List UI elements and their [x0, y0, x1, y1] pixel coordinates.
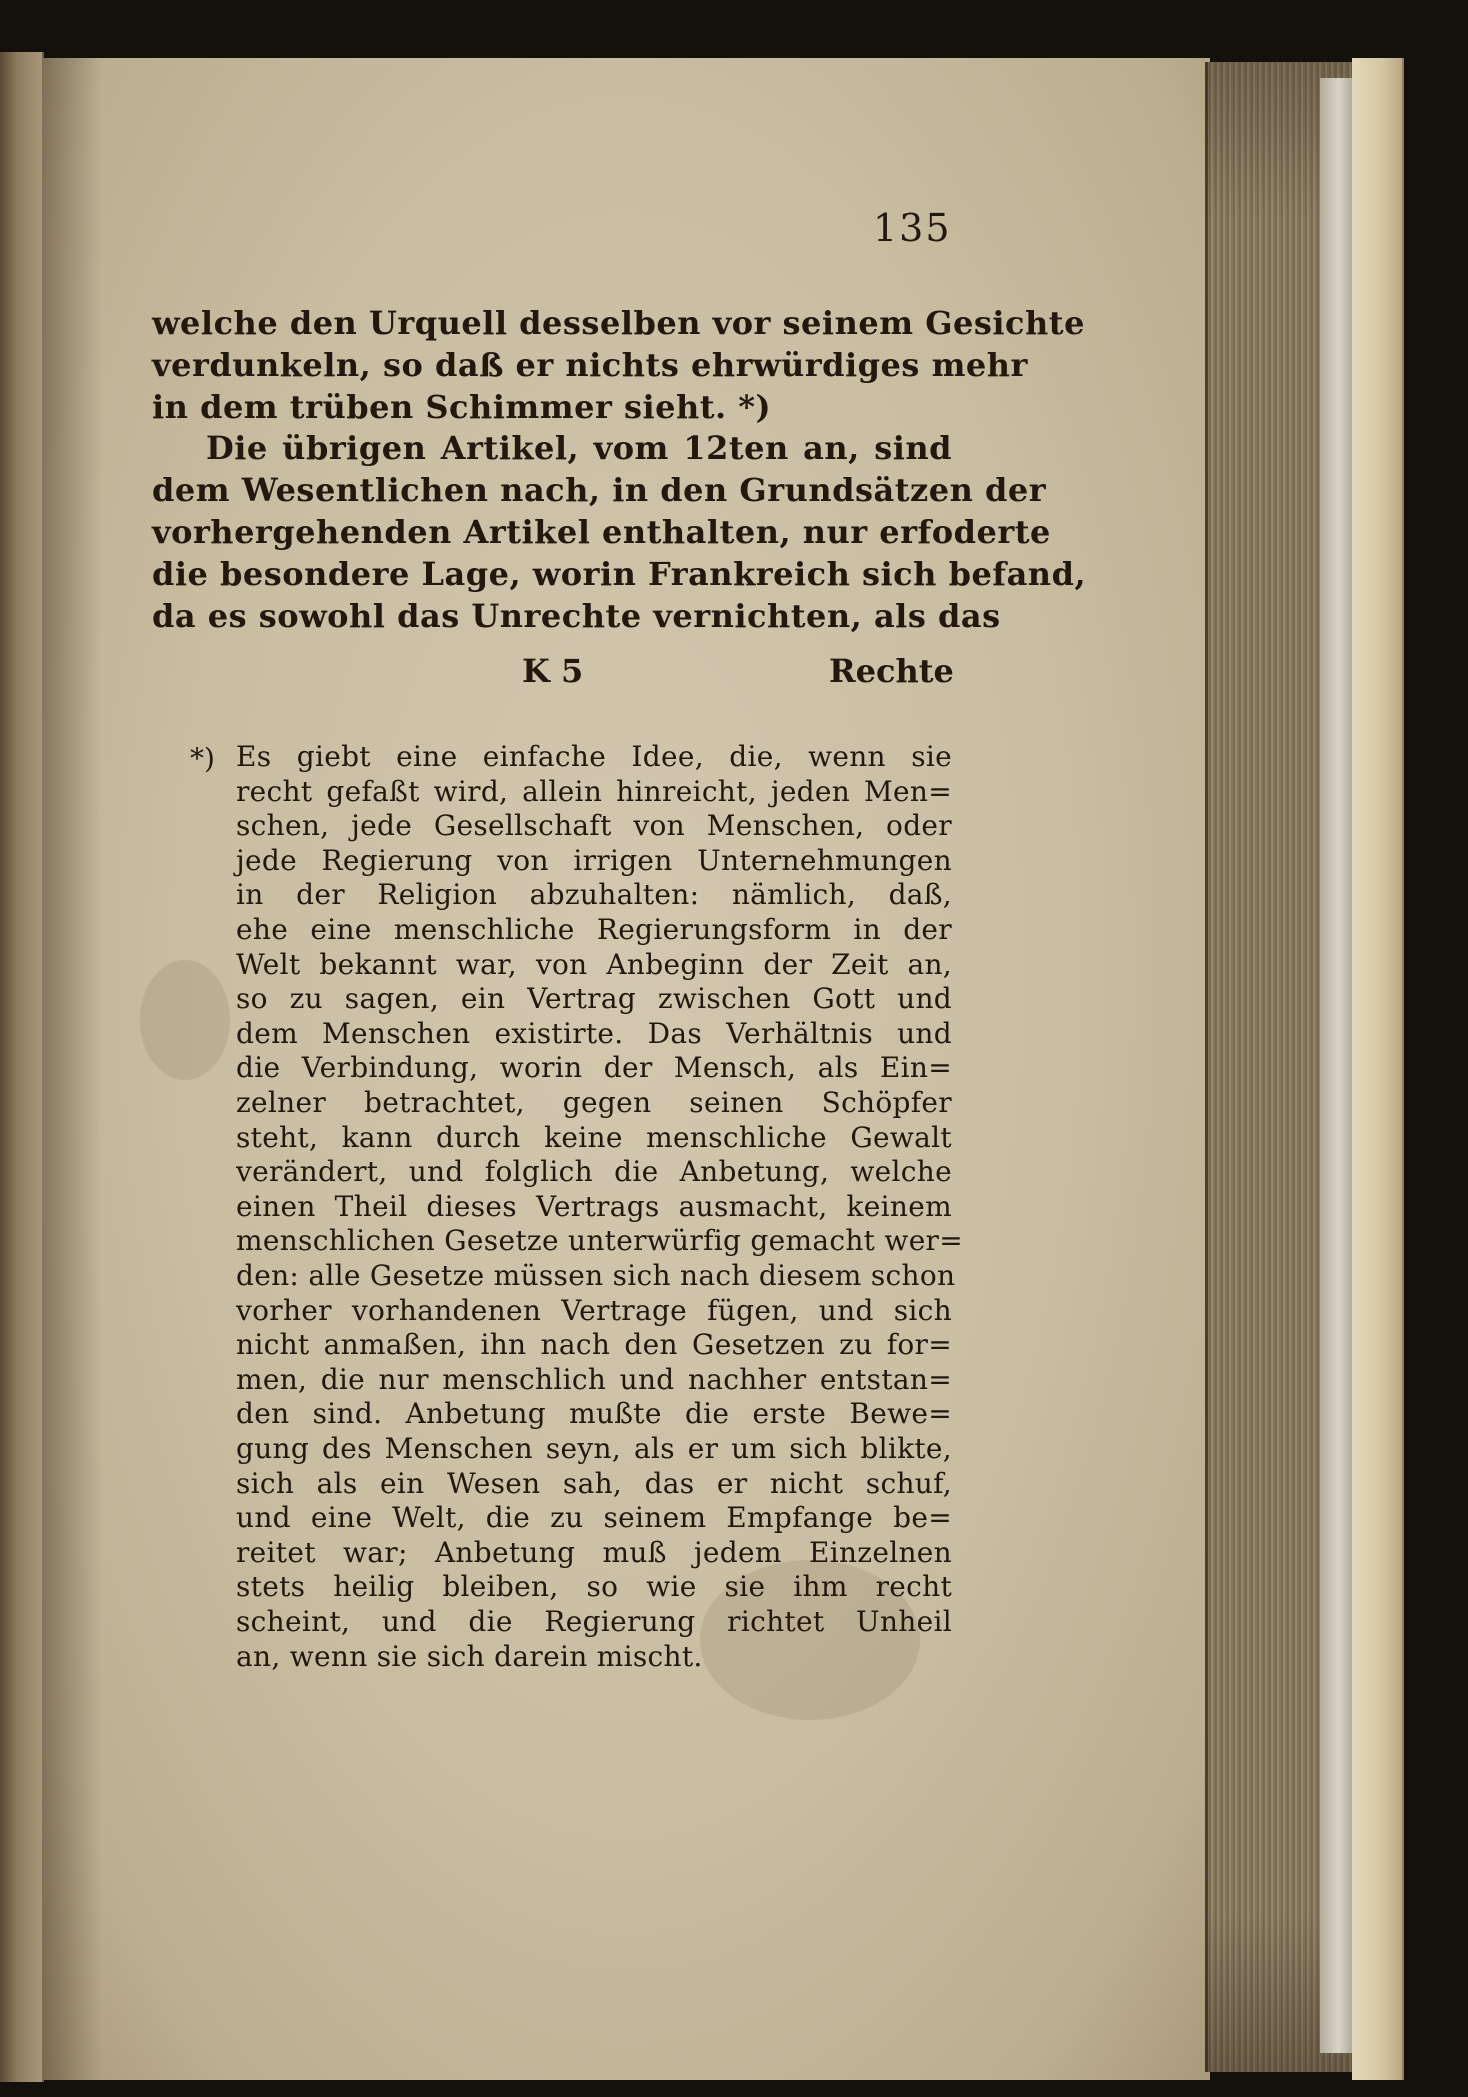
footnote-line: und eine Welt, die zu seinem Empfange be=: [236, 1501, 952, 1535]
footnote-line: steht, kann durch keine menschliche Gewalt: [236, 1120, 952, 1154]
footnote-line: scheint, und die Regierung richtet Unheil: [236, 1605, 952, 1638]
paper-stain: [140, 960, 230, 1080]
page-number: 135: [873, 206, 952, 250]
footnote-line: vorher vorhandenen Vertrage fügen, und sich: [236, 1293, 952, 1327]
body-text-line: vorhergehenden Artikel enthalten, nur erfoderte: [152, 513, 1051, 551]
footnote-line: verändert, und folglich die Anbetung, welche: [236, 1155, 952, 1189]
footnote-line: so zu sagen, ein Vertrag zwischen Gott und: [236, 982, 952, 1016]
footnote-line: Welt bekannt war, von Anbeginn der Zeit an,: [236, 947, 952, 981]
gutter-shadow: [42, 58, 102, 2080]
footnote-line: men, die nur menschlich und nachher entstan=: [236, 1362, 952, 1396]
footnote-line: nicht anmaßen, ihn nach den Gesetzen zu for=: [236, 1328, 952, 1362]
body-text-line: in dem trüben Schimmer sieht. *): [152, 387, 772, 426]
footnote-line: ehe eine menschliche Regierungsform in der: [236, 913, 952, 946]
footnote-line: zelner betrachtet, gegen seinen Schöpfer: [236, 1086, 952, 1119]
body-text-line: dem Wesentlichen nach, in den Grundsätzen der: [152, 471, 1047, 510]
footnote-line: reitet war; Anbetung muß jedem Einzelnen: [236, 1535, 952, 1569]
footnote-line: gung des Menschen seyn, als er um sich blikte,: [236, 1432, 952, 1465]
footnote-line: den: alle Gesetze müssen sich nach diesem schon: [236, 1259, 956, 1292]
book-cover-board: [1352, 58, 1404, 2080]
signature-mark: K 5: [522, 652, 584, 690]
footnote-line: in der Religion abzuhalten: nämlich, daß,: [236, 878, 952, 912]
left-page-edge: [0, 52, 44, 2082]
body-text-line: welche den Urquell desselben vor seinem Gesichte: [152, 304, 1085, 342]
footnote-line: Es giebt eine einfache Idee, die, wenn sie: [236, 740, 952, 773]
body-text-line: die besondere Lage, worin Frankreich sich befand,: [152, 554, 1087, 593]
footnote-line: recht gefaßt wird, allein hinreicht, jeden Men=: [236, 774, 952, 808]
footnote-line: menschlichen Gesetze unterwürfig gemacht wer=: [236, 1224, 964, 1258]
body-text-line: Die übrigen Artikel, vom 12ten an, sind: [206, 429, 952, 468]
body-text-line: da es sowohl das Unrechte vernichten, als das: [152, 596, 1001, 635]
footnote-line: einen Theil dieses Vertrags ausmacht, keinem: [236, 1189, 952, 1223]
footnote-line: den sind. Anbetung mußte die erste Bewe=: [236, 1397, 952, 1431]
footnote-line: dem Menschen existirte. Das Verhältnis und: [236, 1016, 952, 1050]
footnote-line: sich als ein Wesen sah, das er nicht schuf,: [236, 1466, 952, 1500]
footnote-marker: *): [190, 742, 215, 775]
footnote-line: schen, jede Gesellschaft von Menschen, oder: [236, 809, 952, 843]
footnote-line: an, wenn sie sich darein mischt.: [236, 1639, 703, 1673]
catchword: Rechte: [829, 652, 954, 690]
footnote-line: stets heilig bleiben, so wie sie ihm recht: [236, 1570, 952, 1604]
footnote-line: die Verbindung, worin der Mensch, als Ein=: [236, 1051, 952, 1085]
footnote-line: jede Regierung von irrigen Unternehmungen: [236, 843, 952, 877]
body-text-line: verdunkeln, so daß er nichts ehrwürdiges mehr: [152, 345, 1028, 384]
